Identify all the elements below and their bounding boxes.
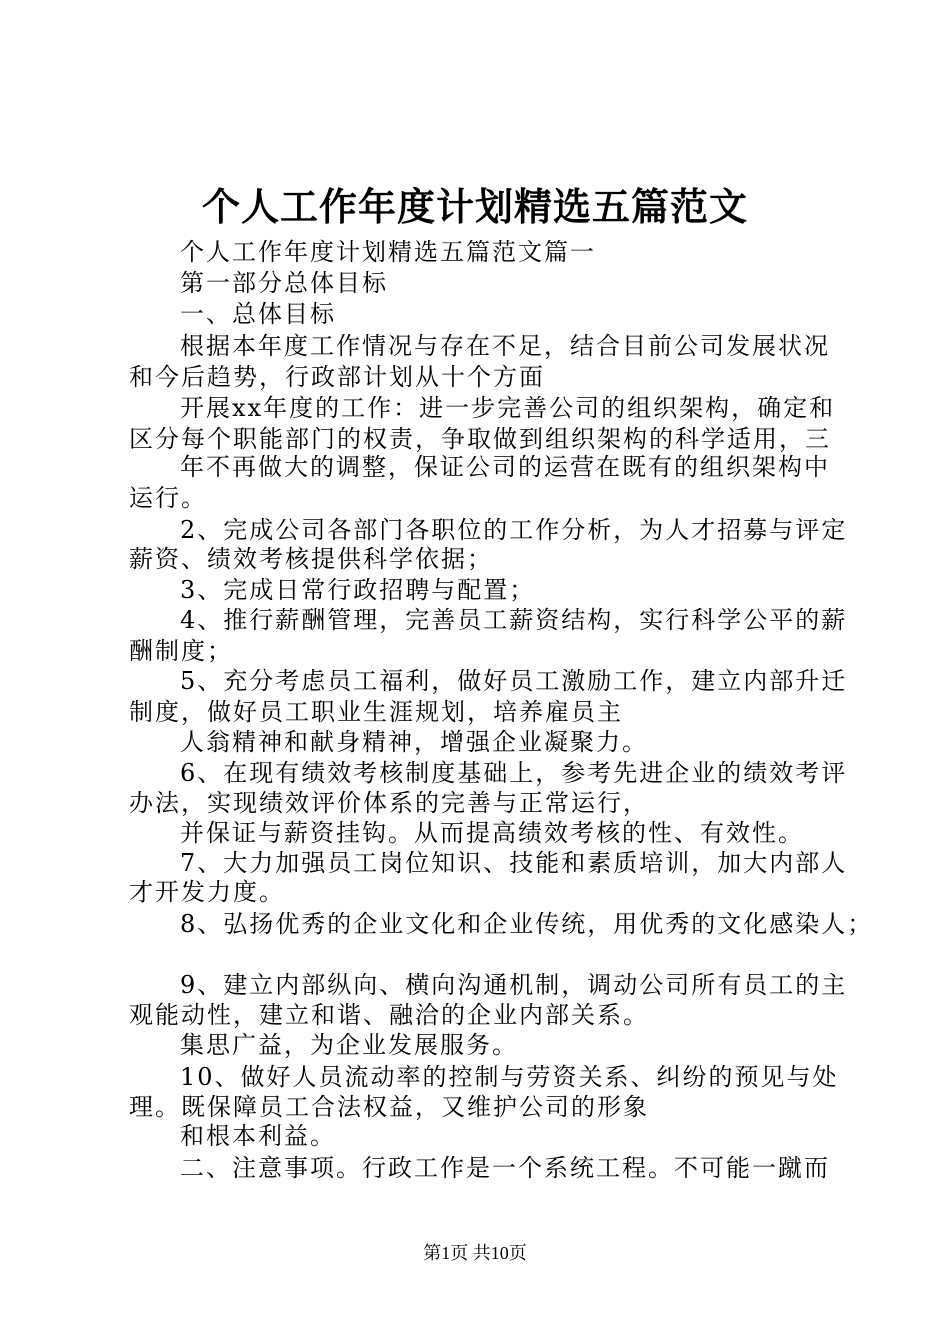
text-line: 2、完成公司各部门各职位的工作分析，为人才招募与评定	[180, 516, 848, 544]
text-line: 区分每个职能部门的权责，争取做到组织架构的科学适用，三	[129, 425, 831, 453]
text-line: 9、建立内部纵向、横向沟通机制，调动公司所有员工的主	[180, 971, 848, 999]
text-line: 酬制度；	[129, 637, 233, 665]
text-line: 6、在现有绩效考核制度基础上，参考先进企业的绩效考评	[180, 759, 848, 787]
text-line: 观能动性，建立和谐、融洽的企业内部关系。	[129, 1001, 649, 1029]
text-line: 7、大力加强员工岗位知识、技能和素质培训，加大内部人	[180, 849, 848, 877]
text-line: 个人工作年度计划精选五篇范文篇一	[180, 238, 596, 266]
page-number: 第1页 共10页	[423, 1243, 527, 1263]
text-line: 5、充分考虑员工福利，做好员工激励工作，建立内部升迁	[180, 667, 848, 695]
text-line: 才开发力度。	[129, 878, 285, 906]
text-line: 并保证与薪资挂钩。从而提高绩效考核的性、有效性。	[180, 819, 804, 847]
text-line: 根据本年度工作情况与存在不足，结合目前公司发展状况	[180, 332, 830, 360]
text-line: 运行。	[129, 484, 207, 512]
text-line: 4、推行薪酬管理，完善员工薪资结构，实行科学公平的薪	[180, 606, 848, 634]
text-line: 第一部分总体目标	[180, 269, 388, 297]
text-line: 和今后趋势，行政部计划从十个方面	[129, 363, 545, 391]
text-line: 人翁精神和献身精神，增强企业凝聚力。	[180, 728, 648, 756]
text-line: 办法，实现绩效评价体系的完善与正常运行，	[129, 789, 649, 817]
document-title: 个人工作年度计划精选五篇范文	[201, 184, 748, 229]
text-line: 年不再做大的调整，保证公司的运营在既有的组织架构中	[180, 453, 830, 481]
text-line: 理。既保障员工合法权益，又维护公司的形象	[129, 1093, 649, 1121]
text-line: 制度，做好员工职业生涯规划，培养雇员主	[129, 698, 623, 726]
text-line: 一、总体目标	[180, 300, 336, 328]
text-line: 10、做好人员流动率的控制与劳资关系、纠纷的预见与处	[180, 1063, 839, 1091]
text-line: 薪资、绩效考核提供科学依据；	[129, 545, 493, 573]
text-line: 和根本利益。	[180, 1122, 336, 1150]
text-line: 8、弘扬优秀的企业文化和企业传统，用优秀的文化感染人；	[180, 910, 874, 938]
text-line: 开展xx年度的工作：进一步完善公司的组织架构，确定和	[180, 394, 836, 422]
text-line: 二、注意事项。行政工作是一个系统工程。不可能一蹴而	[180, 1154, 830, 1182]
text-line: 集思广益，为企业发展服务。	[180, 1031, 518, 1059]
text-line: 3、完成日常行政招聘与配置；	[180, 576, 536, 604]
